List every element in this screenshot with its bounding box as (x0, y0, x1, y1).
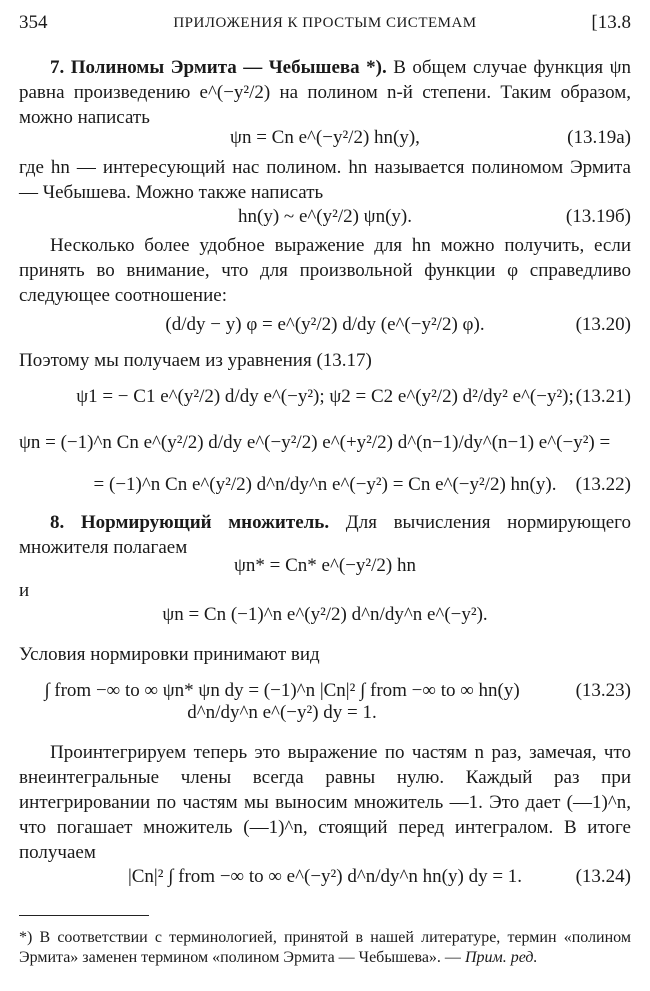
equation-body: ∫ from −∞ to ∞ ψn* ψn dy = (−1)^n |Cn|² ∫ from −∞ to ∞ hn(y) d^n/dy^n e^(−y²) dy = 1. (44, 680, 520, 723)
equation-number: (13.19a) (567, 127, 631, 148)
equation-body: ψn* = Cn* e^(−y²/2) hn (234, 555, 416, 576)
equation-body: = (−1)^n Cn e^(y²/2) d^n/dy^n e^(−y²) = Cn e^(−y²/2) hn(y). (93, 474, 557, 495)
section8-title: 8. Нормирующий множитель. (50, 512, 330, 533)
equation-body: hn(y) ~ e^(y²/2) ψn(y). (238, 206, 412, 227)
section7-intro-paragraph (19, 55, 631, 130)
equation-body: ψn = (−1)^n Cn e^(y²/2) d/dy e^(−y²/2) e^(+y²/2) d^(n−1)/dy^(n−1) e^(−y²) = (19, 432, 611, 453)
paragraph-3: Поэтому мы получаем из уравнения (13.17) (19, 350, 372, 371)
equation-body: (d/dy − y) φ = e^(y²/2) d/dy (e^(−y²/2) φ). (165, 314, 485, 335)
running-head: ПРИЛОЖЕНИЯ К ПРОСТЫМ СИСТЕМАМ (173, 15, 477, 31)
section-marker: [13.8 (591, 12, 631, 33)
section7-intro: В общем случае функция ψn равна произведению e^(−y²/2) на полином n-й степени. Таким образом, можно написать (19, 57, 632, 128)
equation-body: ψn = Cn (−1)^n e^(y²/2) d^n/dy^n e^(−y²). (162, 604, 488, 625)
normalization-condition: Условия нормировки принимают вид (19, 644, 320, 665)
footnote-signature: Прим. ред. (464, 949, 538, 966)
paragraph-2: Несколько более удобное выражение для hn можно получить, если принять во внимание, что для произвольной функции φ справедливо следующее соотношение: (19, 235, 631, 306)
equation-number: (13.22) (575, 474, 631, 495)
equation-number: (13.19б) (565, 206, 631, 227)
equation-number: (13.23) (575, 680, 631, 701)
and-word: и (19, 580, 30, 601)
equation-number: (13.20) (575, 314, 631, 335)
equation-body: ψ1 = − C1 e^(y²/2) d/dy e^(−y²); ψ2 = C2 e^(y²/2) d²/dy² e^(−y²); (76, 386, 574, 407)
equation-body: |Cn|² ∫ from −∞ to ∞ e^(−y²) d^n/dy^n hn(y) dy = 1. (127, 866, 523, 887)
equation-number: (13.24) (575, 866, 631, 887)
footnote (19, 928, 631, 968)
section8-intro-paragraph (19, 510, 631, 560)
equation-body: ψn = Cn e^(−y²/2) hn(y), (230, 127, 420, 148)
footnote-text: *) В соответствии с терминологией, принятой в нашей литературе, термин «полином Эрмита» заменен термином «полином Эрмита — Чебышева». — (19, 929, 631, 966)
section7-title: 7. Полиномы Эрмита — Чебышева *). (50, 57, 387, 78)
page-number: 354 (19, 12, 48, 33)
after-19a-paragraph: где hn — интересующий нас полином. hn называется полиномом Эрмита — Чебышева. Можно также написать (19, 157, 631, 203)
page-header (19, 12, 631, 36)
integration-by-parts-paragraph: Проинтегрируем теперь это выражение по частям n раз, замечая, что внеинтегральные члены всегда равны нулю. Каждый раз при интегрировании по частям мы выносим множитель —1. Это дает (—1)^n, что погашает множитель (—1)^n, стоящий перед интегралом. В итоге получаем (19, 742, 631, 863)
equation-number: (13.21) (575, 386, 631, 407)
footnote-rule (19, 915, 149, 916)
section8-intro: Для вычисления нормирующего множителя полагаем (19, 512, 631, 558)
